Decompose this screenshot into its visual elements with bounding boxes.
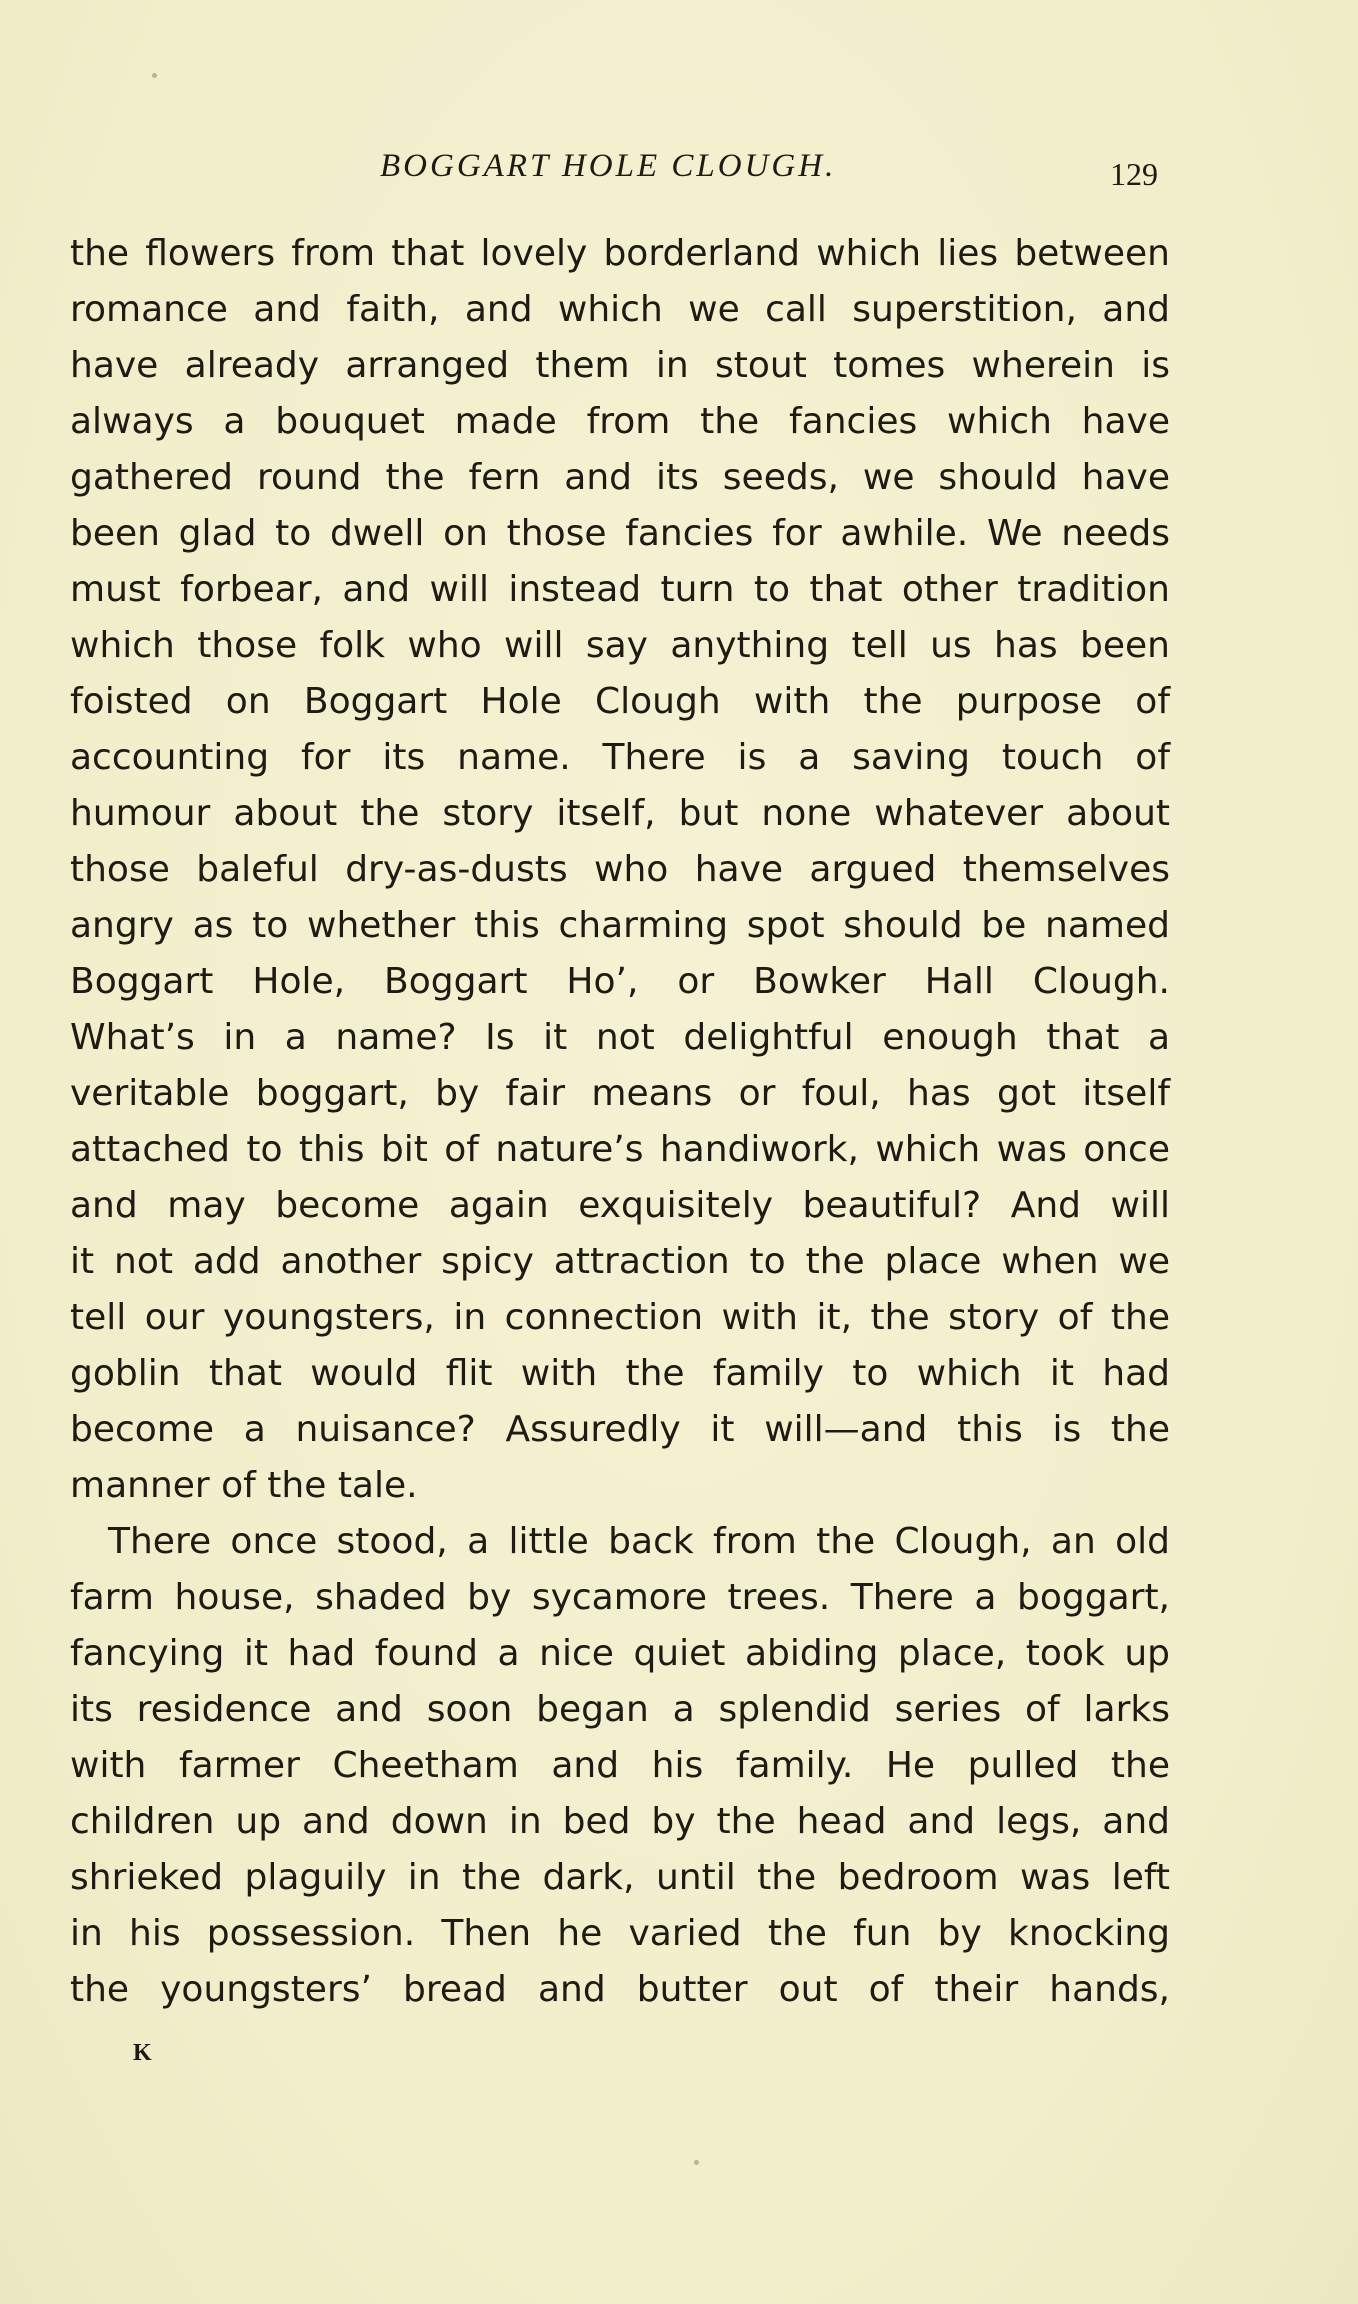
text-line: the flowers from that lovely borderland which lies between xyxy=(70,233,1170,274)
text-line: fancying it had found a nice quiet abiding place, took up xyxy=(70,1633,1170,1674)
text-line: in his possession. Then he varied the fun by knocking xyxy=(70,1913,1170,1954)
paragraph-start-line: There once stood, a little back from the Clough, an old xyxy=(108,1521,1170,1562)
text-line: always a bouquet made from the fancies which have xyxy=(70,401,1170,442)
text-line: those baleful dry-as-dusts who have argued themselves xyxy=(70,849,1170,890)
text-line: farm house, shaded by sycamore trees. There a boggart, xyxy=(70,1577,1170,1618)
text-line: been glad to dwell on those fancies for awhile. We needs xyxy=(70,513,1170,554)
text-line: attached to this bit of nature’s handiwork, which was once xyxy=(70,1129,1170,1170)
text-line: must forbear, and will instead turn to that other tradition xyxy=(70,569,1170,610)
page-number: 129 xyxy=(1110,156,1158,192)
signature-mark: K xyxy=(133,2040,152,2066)
text-line: romance and faith, and which we call superstition, and xyxy=(70,289,1170,330)
text-line: foisted on Boggart Hole Clough with the purpose of xyxy=(70,681,1170,722)
text-line: which those folk who will say anything tell us has been xyxy=(70,625,1170,666)
text-line: shrieked plaguily in the dark, until the bedroom was left xyxy=(70,1857,1170,1898)
running-head: BOGGART HOLE CLOUGH. xyxy=(380,148,837,184)
text-line: veritable boggart, by fair means or foul, has got itself xyxy=(70,1073,1170,1114)
text-line: What’s in a name? Is it not delightful enough that a xyxy=(70,1017,1170,1058)
text-line: with farmer Cheetham and his family. He pulled the xyxy=(70,1745,1170,1786)
body-text xyxy=(70,226,1170,2018)
text-line: its residence and soon began a splendid series of larks xyxy=(70,1689,1170,1730)
text-line: the youngsters’ bread and butter out of their hands, xyxy=(70,1969,1170,2010)
paper-speck xyxy=(694,2160,699,2165)
page-header xyxy=(0,148,1358,208)
text-line: humour about the story itself, but none whatever about xyxy=(70,793,1170,834)
text-line: become a nuisance? Assuredly it will—and this is the xyxy=(70,1409,1170,1450)
text-line: gathered round the fern and its seeds, we should have xyxy=(70,457,1170,498)
text-line: have already arranged them in stout tomes wherein is xyxy=(70,345,1170,386)
text-line: tell our youngsters, in connection with it, the story of the xyxy=(70,1297,1170,1338)
text-line: accounting for its name. There is a saving touch of xyxy=(70,737,1170,778)
text-line: Boggart Hole, Boggart Ho’, or Bowker Hall Clough. xyxy=(70,961,1170,1002)
paragraph-end-line: manner of the tale. xyxy=(70,1465,418,1506)
paper-speck xyxy=(152,73,157,78)
text-line: goblin that would flit with the family to which it had xyxy=(70,1353,1170,1394)
text-line: children up and down in bed by the head and legs, and xyxy=(70,1801,1170,1842)
text-line: it not add another spicy attraction to the place when we xyxy=(70,1241,1170,1282)
text-line: and may become again exquisitely beautiful? And will xyxy=(70,1185,1170,1226)
text-line: angry as to whether this charming spot should be named xyxy=(70,905,1170,946)
